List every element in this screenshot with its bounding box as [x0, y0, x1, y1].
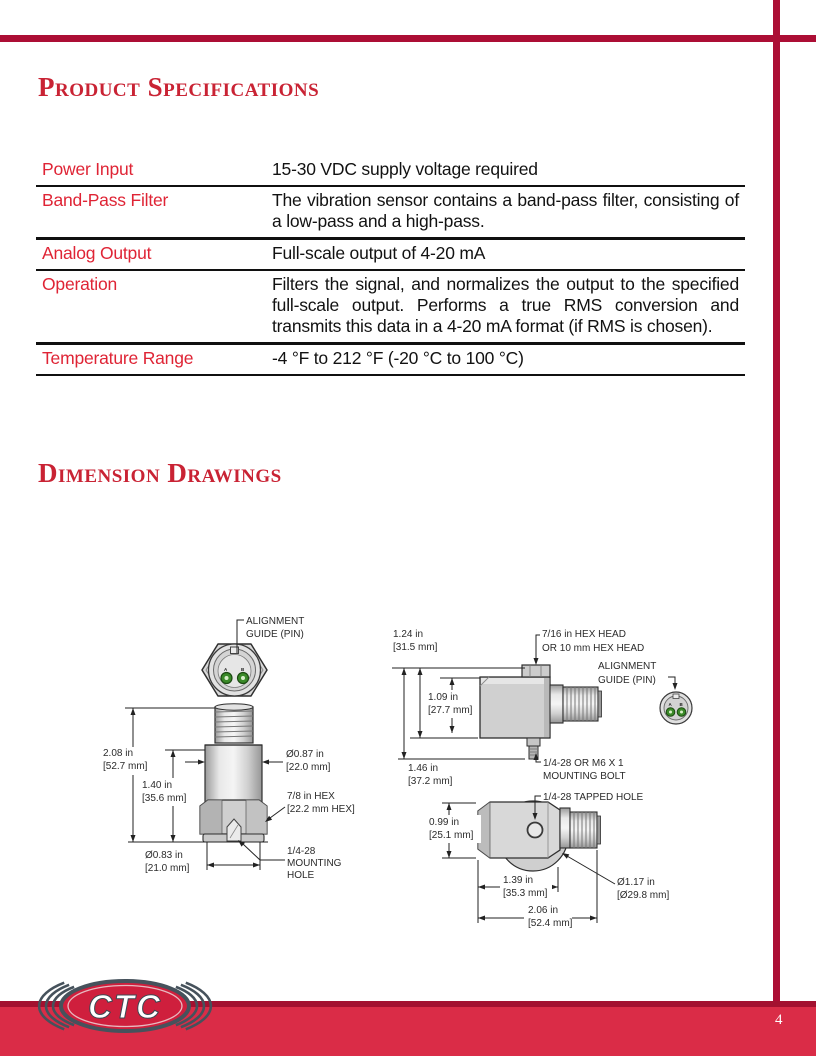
spec-value: 15-30 VDC supply voltage required — [272, 159, 538, 179]
table-row — [36, 240, 745, 271]
dim-body-height: 1.40 in — [142, 780, 173, 791]
alignment-guide-pin — [673, 694, 679, 699]
dim-overall-height: 2.08 in — [103, 748, 134, 759]
dim-height-overall: [31.5 mm] — [393, 642, 438, 653]
spec-value: Full-scale output of 4-20 mA — [272, 243, 486, 263]
mounting-bolt-label: 1/4-28 OR M6 X 1 — [543, 758, 624, 769]
page-number: 4 — [775, 1012, 783, 1028]
dim-overall-length: 2.06 in — [528, 905, 559, 916]
mounting-hole-label: 1/4-28 — [287, 846, 316, 857]
dim-body-height: 1.09 in — [428, 692, 459, 703]
side-exit-connector-face — [660, 692, 692, 724]
spec-label: Temperature Range — [42, 348, 194, 368]
alignment-guide-label: ALIGNMENT — [246, 616, 305, 627]
dim-base-dia: Ø0.83 in — [145, 850, 183, 861]
pin-b-label: B — [679, 702, 683, 707]
dim-hex: 7/8 in HEX — [287, 791, 335, 802]
dim-base-dia: [21.0 mm] — [145, 863, 190, 874]
spec-label: Band-Pass Filter — [42, 190, 169, 210]
top-sensor-side-view — [200, 704, 267, 842]
dim-height-with-bolt: [37.2 mm] — [408, 776, 453, 787]
low-profile-sensor-view — [478, 801, 601, 871]
spec-label: Analog Output — [42, 243, 152, 263]
dim-height: [25.1 mm] — [429, 830, 474, 841]
dim-overall-height: [52.7 mm] — [103, 761, 148, 772]
dim-hex: [22.2 mm HEX] — [287, 804, 355, 815]
spec-value: The vibration sensor contains a band-pass filter, consisting of a low-pass and a high-pass. — [272, 190, 739, 231]
hex-head-label: 7/16 in HEX HEAD — [542, 629, 626, 640]
section-title-product-specifications: Product Specifications — [38, 72, 320, 102]
dim-boss-dia: Ø1.17 in — [617, 877, 655, 888]
pin-b-label: B — [241, 667, 245, 672]
top-rule — [0, 35, 816, 42]
mounting-bolt — [527, 738, 540, 746]
dim-body-dia: Ø0.87 in — [286, 749, 324, 760]
mounting-bolt-label: MOUNTING BOLT — [543, 771, 626, 782]
pin-a-label: A — [668, 702, 672, 707]
tapped-hole-label: 1/4-28 TAPPED HOLE — [543, 792, 644, 803]
table-row — [36, 156, 745, 187]
alignment-guide-label: GUIDE (PIN) — [598, 675, 656, 686]
logo-text: CTC — [88, 988, 162, 1025]
spec-label: Operation — [42, 274, 118, 294]
dim-body-length: [35.3 mm] — [503, 888, 548, 899]
dim-body-dia: [22.0 mm] — [286, 762, 331, 773]
table-row — [36, 345, 745, 376]
dimension-drawings — [100, 595, 720, 945]
ctc-logo — [38, 976, 213, 1043]
mounting-hole-label: HOLE — [287, 870, 315, 881]
spec-label: Power Input — [42, 159, 134, 179]
spec-value: Filters the signal, and normalizes the output to the specified full-scale output. Performs a true RMS conversion and transmits this data in a 4-20 mA format (if RMS is chosen). — [272, 274, 739, 336]
spec-value: -4 °F to 212 °F (-20 °C to 100 °C) — [272, 348, 524, 368]
hex-head-label: OR 10 mm HEX HEAD — [542, 643, 645, 654]
dim-body-height: [35.6 mm] — [142, 793, 187, 804]
dim-height: 0.99 in — [429, 817, 460, 828]
table-row — [36, 271, 745, 345]
alignment-guide-label: ALIGNMENT — [598, 661, 657, 672]
dim-height-with-bolt: 1.46 in — [408, 763, 439, 774]
dim-overall-length: [52.4 mm] — [528, 918, 573, 929]
right-rule — [773, 0, 780, 1001]
table-row — [36, 187, 745, 240]
section-title-dimension-drawings: Dimension Drawings — [38, 458, 282, 488]
mounting-hole-label: MOUNTING — [287, 858, 342, 869]
dimension-drawings-svg — [100, 595, 720, 945]
dim-height-overall: 1.24 in — [393, 629, 424, 640]
dim-boss-dia: [Ø29.8 mm] — [617, 890, 670, 901]
top-sensor-connector-view — [202, 644, 267, 696]
hex-head — [522, 665, 550, 677]
tapped-hole — [528, 823, 543, 838]
pin-a-label: A — [224, 667, 228, 672]
dim-body-height: [27.7 mm] — [428, 705, 473, 716]
side-exit-sensor-view — [480, 665, 602, 759]
spec-table — [36, 156, 745, 376]
dim-body-length: 1.39 in — [503, 875, 534, 886]
alignment-guide-label: GUIDE (PIN) — [246, 629, 304, 640]
